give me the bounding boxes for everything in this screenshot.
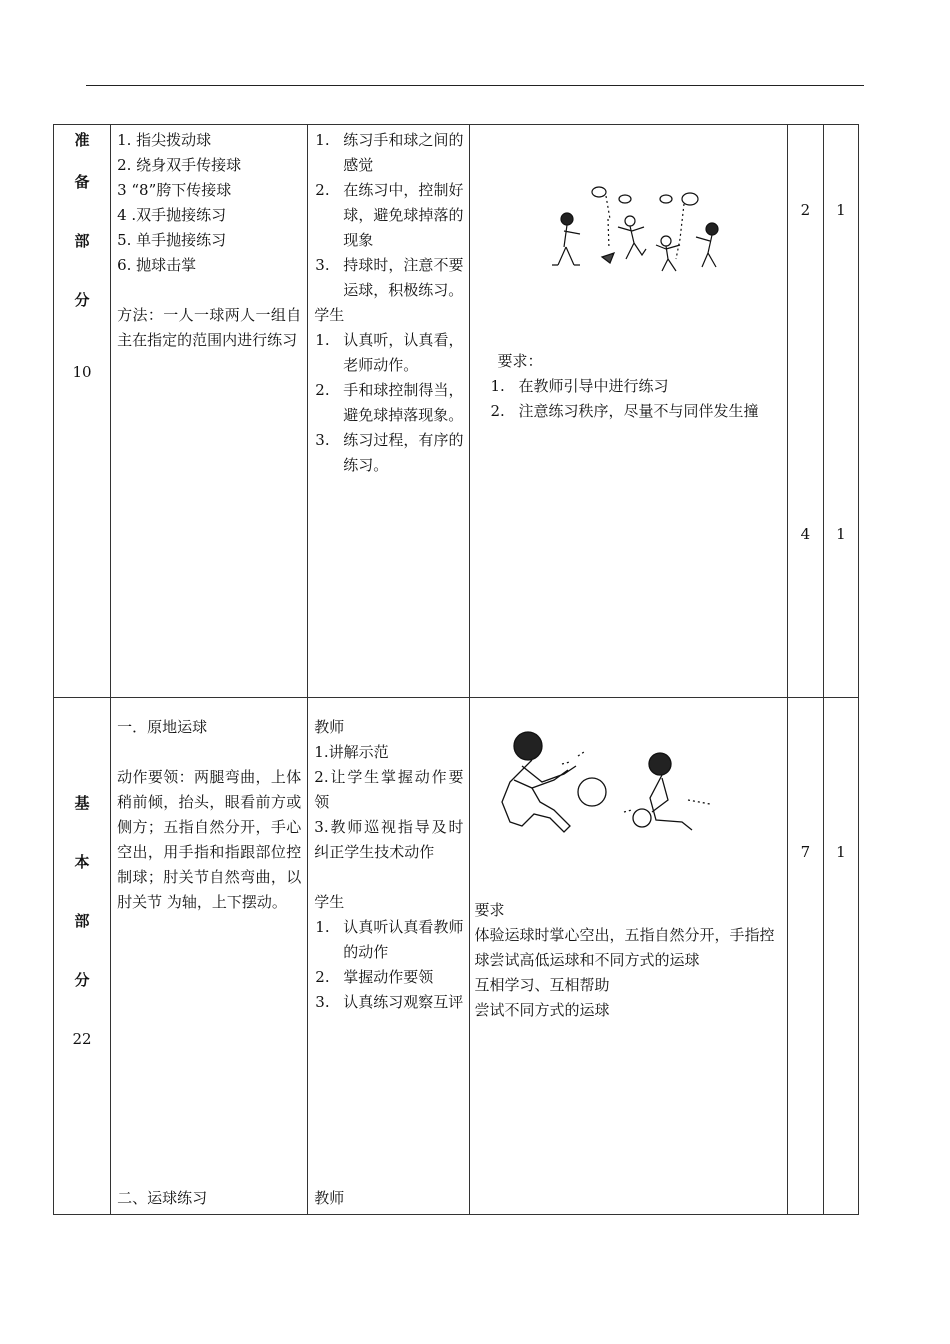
dribbling-illustration [492,722,732,857]
student-label: 学生 [314,306,345,324]
section-char: 本 [74,853,90,871]
student-item: 3. 认真练习观察互评 [315,993,464,1011]
requirements-line: 尝试不同方式的运球 [474,1001,610,1019]
content-item: 5. 单手抛接练习 [117,231,227,249]
header-rule [86,85,864,86]
prep-count-cell [823,125,858,698]
basic-organization [308,698,470,1215]
section-minutes: 22 [72,1030,92,1048]
section-minutes: 10 [72,363,92,381]
prep-organization [308,125,470,698]
requirements-label: 要求： [497,352,543,370]
time-value: 2 [800,201,811,219]
count-value: 1 [836,525,846,543]
teacher-label: 教师 [314,718,345,736]
content-item: 2. 绕身双手传接球 [117,156,242,174]
content-item: 4 .双手抛接练习 [117,206,227,224]
ball-tossing-illustration [530,179,730,279]
requirement-item: 2. 注意练习秩序，尽量不与同伴发生撞 [490,402,759,420]
count-value: 1 [836,201,846,219]
requirements-text: 体验运球时掌心空出，五指自然分开，手指控球尝试高低运球和不同方式的运球 [474,926,775,969]
prep-illustration-cell [470,125,787,698]
count-value: 1 [836,843,846,861]
student-item: 1. 认真听，认真看，老师动作。 [315,331,464,374]
section-char: 部 [74,232,90,250]
teacher-item: 3. 持球时，注意不要运球，积极练习。 [315,256,464,299]
essentials-text: 动作要领：两腿弯曲，上体稍前倾，抬头，眼看前方或侧方；五指自然分开，手心空出，用手指和指跟部位控制球；肘关节自然弯曲，以肘关节 为轴，上下摆动。 [117,768,302,911]
teacher-item: 1. 练习手和球之间的感觉 [315,131,464,174]
teacher-line: 1.讲解示范 [314,743,389,761]
basic-content [111,698,308,1215]
requirements-line: 互相学习、互相帮助 [474,976,610,994]
student-label: 学生 [314,893,345,911]
prep-time-cell [787,125,823,698]
time-value: 4 [800,525,811,543]
lesson-plan-table [53,124,859,1215]
content-item: 3 “8”胯下传接球 [117,181,232,199]
prep-section-label [54,125,111,698]
content-item: 6. 抛球击掌 [117,256,197,274]
prep-content [111,125,308,698]
teacher-line: 3.教师巡视指导及时纠正学生技术动作 [314,818,464,861]
requirements-label: 要求 [474,901,505,919]
student-item: 2. 掌握动作要领 [315,968,434,986]
basic-heading: 一．原地运球 [117,718,208,736]
basic-section-label [54,698,111,1215]
prep-row [54,125,859,698]
student-item: 3. 练习过程，有序的练习。 [315,431,464,474]
section-char: 部 [74,912,90,930]
basic-time-cell [787,698,823,1215]
basic-illustration-cell [470,698,787,1215]
requirement-item: 1. 在教师引导中进行练习 [490,377,669,395]
teacher-label-2: 教师 [314,1189,345,1207]
teacher-item: 2. 在练习中，控制好球，避免球掉落的现象 [315,181,464,249]
time-value: 7 [800,843,811,861]
content-item: 1. 指尖拨动球 [117,131,212,149]
section-char: 备 [74,173,90,191]
basic-row [54,698,859,1215]
teacher-line: 2.让学生掌握动作要领 [314,768,464,811]
basic-heading-2: 二、运球练习 [117,1189,208,1207]
basic-count-cell [823,698,858,1215]
section-char: 准 [74,131,90,149]
section-char: 分 [74,971,90,989]
student-item: 2. 手和球控制得当，避免球掉落现象。 [315,381,464,424]
student-item: 1. 认真听认真看教师的动作 [315,918,464,961]
method-text: 方法：一人一球两人一组自主在指定的范围内进行练习 [117,306,302,349]
section-char: 分 [74,291,90,309]
section-char: 基 [74,794,90,812]
